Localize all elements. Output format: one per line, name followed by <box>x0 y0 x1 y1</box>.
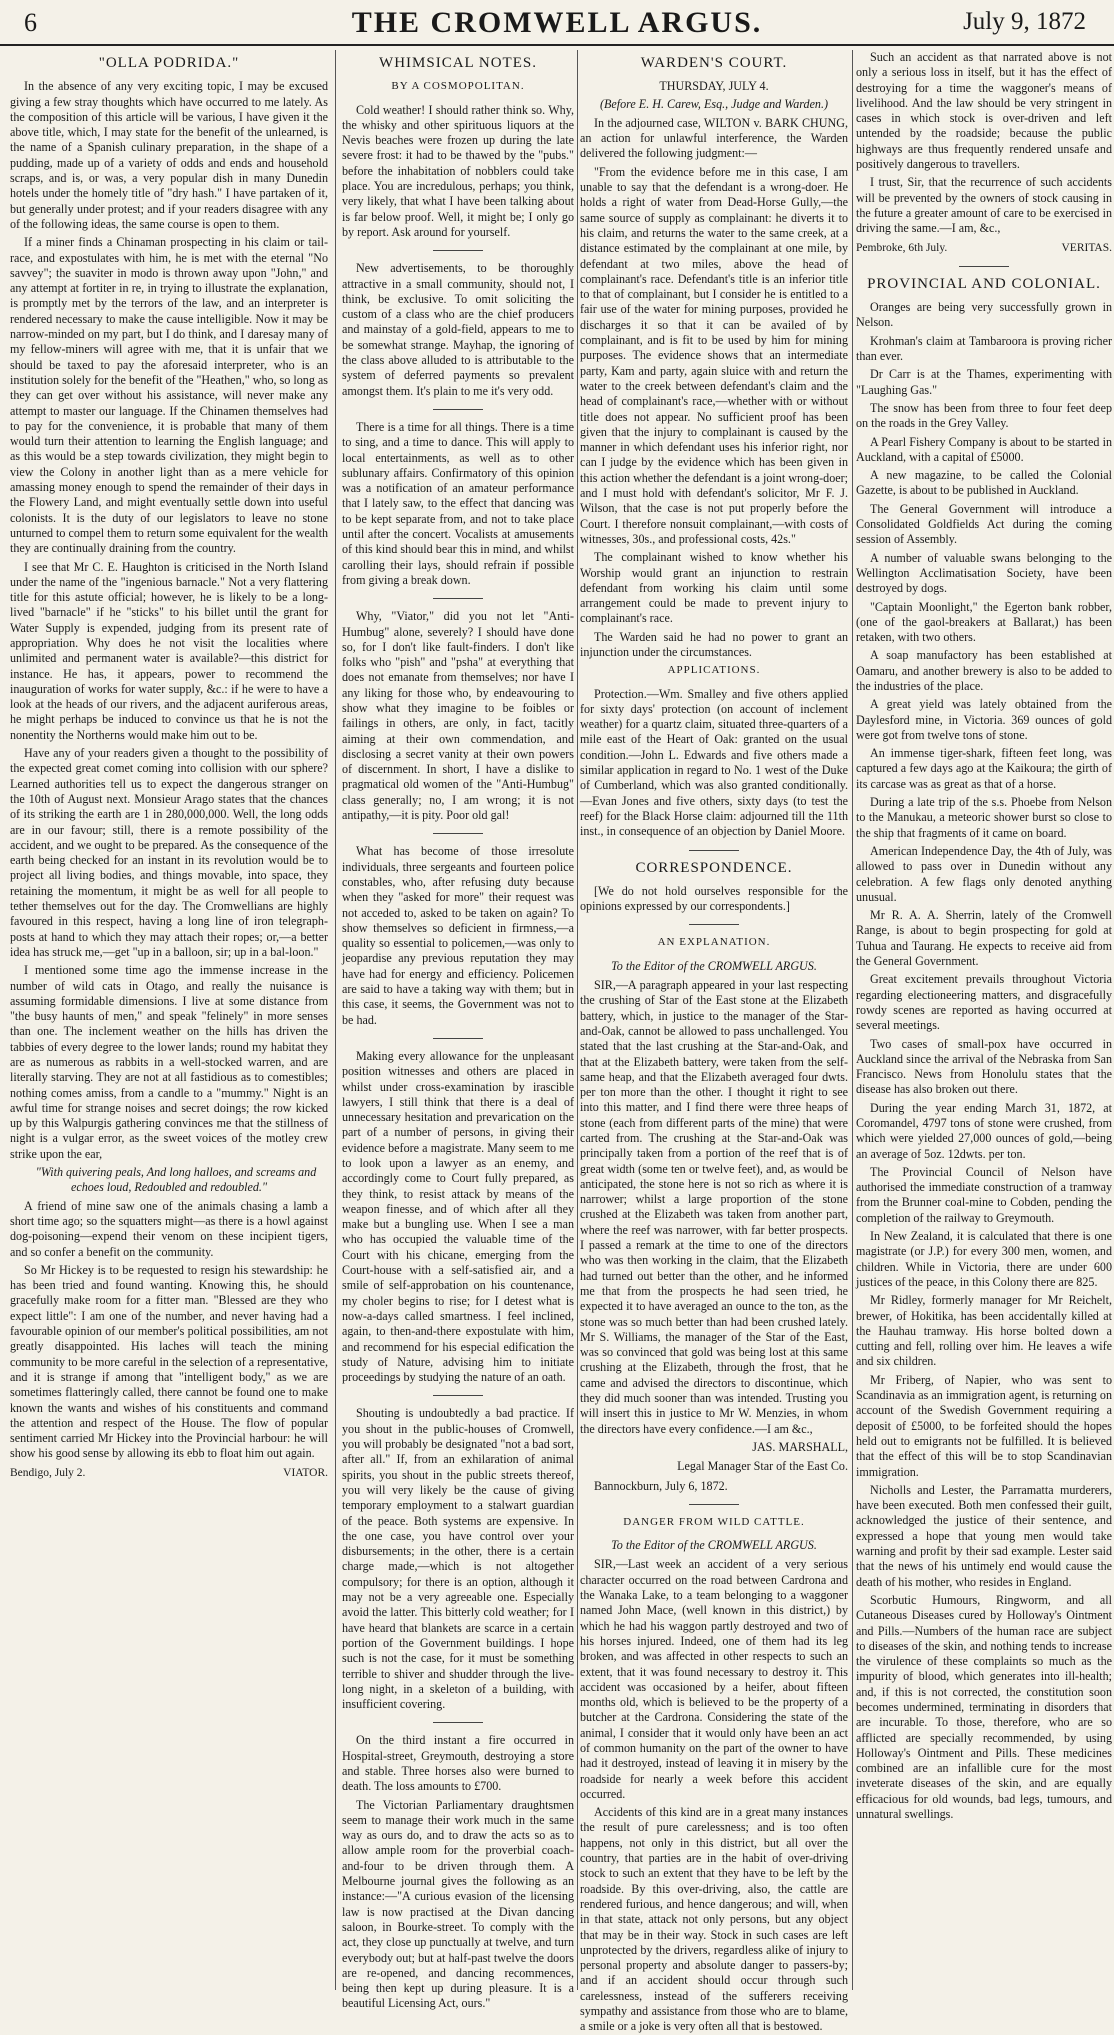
paragraph: A friend of mine saw one of the animals chasing a lamb a short time ago; so the squatters might—as there is a howl against dog-poisoning—expend their venom on these incipient tigers, and so confer a benefit on the community. <box>10 1198 328 1259</box>
article-heading: "OLLA PODRIDA." <box>98 55 240 71</box>
divider <box>433 1038 483 1039</box>
page-number: 6 <box>24 8 37 37</box>
byline: BY A COSMOPOLITAN. <box>391 80 525 93</box>
paragraph: Cold weather! I should rather think so. Why, the whisky and other spirituous liquors at the Nevis beaches were frozen up during the late severe frost: it had to be thawed by the "pubs." before the inhabitation of nobblers could take place. You are incredulous, perhaps; you think, very likely, that what I have been talking about is far below proof. Well, it might be; I only go by report. Ask around for yourself. <box>342 102 574 239</box>
signature: VIATOR. <box>283 1466 328 1479</box>
news-item: During the year ending March 31, 1872, at Coromandel, 4797 tons of stone were crushed, from which were yielded 27,000 ounces of gold,—being an average of 5oz. 12dwts. per ton. <box>856 1100 1112 1161</box>
paragraph: So Mr Hickey is to be requested to resign his stewardship: he has been tried and found wanting. Knowing this, he should gracefully make room for a fitter man. "Blessed are they who expect little": I am one of the number, and never having had a favourable opinion of our member's political possibilities, am not greatly disappointed. His laches will teach the mining community to be more careful in the selection of a representative, and it is strange if among that "intelligent body," as we are sometimes flatteringly called, there cannot be found one to make known the wants and wishes of his constituents and command the attention and respect of the House. The flow of popular sentiment carried Mr Hickey into the Provincial harbour: he will show his good sense by allowing its ebb to float him out again. <box>10 1262 329 1461</box>
divider <box>433 250 483 251</box>
paragraph: The Victorian Parliamentary draughtsmen seem to manage their work much in the same way as ours do, and to draw the acts so as to allow ample room for the proverbial coach-and-four to be driven through them. A Melbourne journal gives the following as an instance:—"A curious evasion of the licensing law is now practised at the Divan dancing saloon, in Bourke-street. To comply with the act, they close up punctually at twelve, and turn everybody out; but at half-past twelve the doors are re-opened, and dancing recommences, being then kept up during pleasure. It is a beautiful Licensing Act, ours." <box>342 1797 574 2011</box>
masthead <box>0 0 1114 46</box>
paragraph: I see that Mr C. E. Haughton is criticised in the North Island under the name of the "ingenious barnacle." Not a very flattering title for this astute official; however, he is likely to be a long-lived "barnacle" if he "sticks" to his billet until the grant for Water Supply is expended, judging from its present rate of appropriation. Why does he not visit the localities where unlimited and permanent water is available?—this district for instance. He has, it appears, power to recommend the inauguration of works for water supply, &c.: if he were to have a look at the heads of our rivers, and the adjacent auriferous areas, he might perhaps be induced to convince us that he is not the nonentity the Northerns would make him out to be. <box>10 559 328 742</box>
news-item: Oranges are being very successfully grown in Nelson. <box>856 300 1112 330</box>
newspaper-title: THE CROMWELL ARGUS. <box>351 6 763 39</box>
divider <box>433 409 483 410</box>
divider <box>689 1504 739 1505</box>
paragraph: On the third instant a fire occurred in Hospital-street, Greymouth, destroying a store and stable. Three horses also were burned to death. The loss amounts to £700. <box>342 1733 574 1794</box>
paragraph: In the absence of any very exciting topic, I may be excused giving a few stray thoughts which have occurred to me lately. As the composition of this article will be various, I have given it the above title, which, I may state for the benefit of the unlearned, is the name of a Spanish culinary preparation, in the shape of a pudding, made up of a variety of odds and ends and household scraps, and is, or was, a very popular dish in many Dunedin hotels under the homely title of "dry hash." I have partaken of it, but generally under protest; and if your readers disagree with any of the following ideas, the same course is open to them. <box>10 79 328 231</box>
paragraph: I trust, Sir, that the recurrence of such accidents will be prevented by the owners of stock causing in the future a greater amount of care to be exercised in driving the same.—I am, &c., <box>856 175 1112 236</box>
place-date: Bannockburn, July 6, 1872. <box>594 1478 728 1493</box>
section-subheading: APPLICATIONS. <box>667 664 761 677</box>
news-item: Mr Ridley, formerly manager for Mr Reichelt, brewer, of Hokitika, has been accidentally killed at the Hauhau tramway. His horse bolted down a cutting and fell, rolling over him. He leaves a wife and six children. <box>856 1293 1112 1369</box>
divider <box>433 598 483 599</box>
news-item: A number of valuable swans belonging to the Wellington Acclimatisation Society, have been destroyed by dogs. <box>856 550 1112 596</box>
place-date: Bendigo, July 2. <box>10 1466 86 1479</box>
paragraph: Have any of your readers given a thought to the possibility of the expected great comet coming into collision with our sphere? Learned authorities tell us to expect the dangerous stranger on the 10th of August next. Monsieur Arago states that the chances of its striking the earth are 1 in 280,000,000. Well, the long odds are in our favour; still, there is a remote possibility of the accident, and we ought to be prepared. As the consequence of the earth being checked for an instant in its revolution would be to project all living bodies, and things movable, into space, they retaining the momentum, it might be as well for all people to tether themselves out for the day. The Cromwellians are highly favoured in this respect, having a long line of iron telegraph-posts at hand to which they may attach their ropes; or,—a better idea has struck me,—get "up in a balloon, sir; up in a bal-loon." <box>10 746 328 959</box>
article-heading: PROVINCIAL AND COLONIAL. <box>867 275 1101 292</box>
news-item: Scorbutic Humours, Ringworm, and all Cutaneous Diseases cured by Holloway's Ointment and Pills.—Numbers of the human race are subject to diseases of the skin, and nothing tends to increase the virulence of these complaints so much as the impurity of blood, which generates into ill-health; and, if this is not corrected, the constitution soon becomes undermined, terminating in disorders that are incurable. To those, therefore, who are so afflicted are specially recommended, by using Holloway's Ointment and Pills. These medicines combined are an infallible cure for the most inveterate diseases of the skin, and are equally efficacious for old wounds, bad legs, tumours, and unnatural swellings. <box>856 1592 1112 1822</box>
article-footer <box>10 1466 328 1481</box>
news-item: Krohman's claim at Tambaroora is proving richer than ever. <box>856 333 1112 364</box>
paragraph: Protection.—Wm. Smalley and five others applied for sixty days' protection (on account of inclement weather) for a quartz claim, situated three-quarters of a mile east of the Heart of Oak: granted on the usual condition.—John L. Edwards and five others made a similar application in regard to No. 1 west of the Duke of Cumberland, which was also granted conditionally.—Evan Jones and five others, sixty days (to test the reef) for the Black Horse claim: adjourned till the 11th inst., in consequence of an objection by Daniel Moore. <box>580 686 848 839</box>
court-day: THURSDAY, JULY 4. <box>659 79 769 94</box>
article-heading: WHIMSICAL NOTES. <box>379 55 537 71</box>
letter-addressee: To the Editor of the CROMWELL ARGUS. <box>611 1538 817 1553</box>
divider <box>433 1395 483 1396</box>
news-item: In New Zealand, it is calculated that there is one magistrate (or J.P.) for every 300 men, women, and children. While in Victoria, there are under 600 justices of the peace, in this Colony there are 825. <box>856 1229 1112 1289</box>
divider <box>433 833 483 834</box>
paragraph: I mentioned some time ago the immense increase in the number of wild cats in Otago, and really the nuisance is assuming formidable dimensions. I live at some distance from "the busy haunts of men," and speak "felinely" in more senses than one. The inclement weather on the hills has driven the tabbies of every degree to the lower lands; round my habitat they are as numerous as rabbits in a well-stocked warren, and are literally starving. They are not at all fastidious as to comestibles; nothing comes amiss, from a candle to a "mummy." Night is an awful time for strange noises and secret doings; the row kicked up by this Walpurgis gathering convinces me that the stillness of night is a vulgar error, as the sweet voices of the motley crew strike upon the ear, <box>10 963 328 1161</box>
paragraph: The complainant wished to know whether his Worship would grant an injunction to restrain defendant from working his claim until some arrangement could be made to prevent injury to complainant's race. <box>580 550 848 626</box>
signature: JAS. MARSHALL, <box>752 1439 848 1454</box>
place-date: Pembroke, 6th July. <box>856 241 948 254</box>
letter-addressee: To the Editor of the CROMWELL ARGUS. <box>611 958 817 973</box>
news-item: Dr Carr is at the Thames, experimenting with "Laughing Gas." <box>856 367 1112 397</box>
news-item: The General Government will introduce a Consolidated Goldfields Act during the coming session of Assembly. <box>856 501 1112 547</box>
paragraph: Making every allowance for the unpleasant position witnesses and others are placed in whilst under cross-examination by irascible lawyers, I still think that there is a deal of unnecessary hesitation and prevarication on the part of a number of persons, in giving their evidence before a magistrate. Many seem to me to look upon a lawyer as an enemy, and accordingly come to Court fully prepared, as they think, to resist attack by means of the weapon finesse, and of which after all they make but a bungling use. When I see a man who has occupied the valuable time of the Court with his chicane, emerging from the Court-house with a self-satisfied air, and a smile of self-approbation on his countenance, my choler begins to rise; for I detest what is now-a-days called smartness. I feel inclined, again, to then-and-there expostulate with him, and recommend for his especial edification the study of Nature, advising him to initiate proceedings by studying the nature of an oath. <box>342 1048 574 1385</box>
paragraph: New advertisements, to be thoroughly attractive in a small community, should not, I think, be exclusive. To omit soliciting the custom of a class who are the chief producers and mainstay of a gold-field, appears to me to be somewhat strange. Mayhap, the ignoring of the class above alluded to is attributable to the system of deferred payments so prevalent amongst them. It's plain to me it's very odd. <box>342 261 574 398</box>
news-item: A Pearl Fishery Company is about to be started in Auckland, with a capital of £5000. <box>856 434 1112 464</box>
disclaimer: [We do not hold ourselves responsible for the opinions expressed by our correspondents.] <box>580 883 848 914</box>
column-provincial <box>856 50 1112 1990</box>
column-rule <box>335 50 336 1990</box>
article-heading: CORRESPONDENCE. <box>635 859 793 876</box>
letter-footer <box>856 241 1112 256</box>
news-item: A great yield was lately obtained from the Daylesford mine, in Victoria. 369 ounces of gold were got from twelve tons of stone. <box>856 697 1112 742</box>
paragraph: The Warden said he had no power to grant an injunction under the circumstances. <box>580 629 848 659</box>
paragraph: Why, "Viator," did you not let "Anti-Humbug" alone, severely? I should have done so, for I don't like fault-finders. I don't like folks who "pish" and "psha" at everything that does not emanate from themselves; nor have I any liking for those who, by endeavouring to show what they imagine to be foibles or failings in others, are only, in fact, tacitly aiming at their own commendation, and disclosing a secret vanity at their own powers of discernment. In short, I have a dislike to pragmatical old women of the "Anti-Humbug" class generally; no, I am wrong; it is not antipathy,—it is pity. Poor old gal! <box>342 609 574 823</box>
column-olla-podrida <box>10 50 328 1990</box>
paragraph: SIR,—A paragraph appeared in your last respecting the crushing of Star of the East stone at the Elizabeth battery, which, in justice to the manager of the Star-and-Oak, cannot be allowed to pass unchallenged. You stated that the last crushing at the Star-and-Oak, and that at the Elizabeth battery, were taken from the self-same heap, and that the Elizabeth averaged four dwts. per ton more than the other. I thought it right to see into this matter, and I find there were three heaps of stone (each from different parts of the mine) that were carted from. The crushing at the Star-and-Oak was principally taken from a portion of the reef that is of great width (some ten or twelve feet), and, as would be anticipated, the stone here is not so rich as where it is narrower; whilst a large proportion of the stone crushed at the Elizabeth was taken from another part, where the reef was narrower, with far better prospects. I passed a remark at the time to one of the directors who was then working in the claim, that the Elizabeth had turned out better than the other, and he informed me that from the prospects he had seen tried, he expected it to have averaged an ounce to the ton, as the stone was so much better than had been crushed lately. Mr S. Williams, the manager of the Star of the East, was so convinced that gold was being lost at this same crushing at the Elizabeth, through the frost, that he came and advised the directors to discontinue, which they did much sooner than was intended. Trusting you will insert this in justice to Mr W. Menzies, in whom the directors have every confidence.—I am &c., <box>580 978 848 1436</box>
news-item: The snow has been from three to four feet deep on the roads in the Grey Valley. <box>856 400 1112 431</box>
signature: VERITAS. <box>1061 241 1112 254</box>
paragraph: There is a time for all things. There is a time to sing, and a time to dance. This will apply to local entertainments, as well as to other sublunary affairs. Confirmatory of this opinion was a notification of an amateur performance that I lately saw, to the effect that dancing was to be kept separate from, and not to take place until after the concert. Vocalists at amusements of this kind should bear this in mind, and whilst carolling their lays, should refrain if possible from giving a break down. <box>342 419 574 587</box>
divider <box>689 924 739 925</box>
news-item: Great excitement prevails throughout Victoria regarding electioneering matters, and disgracefully rowdy scenes are reported as having occurred at several meetings. <box>856 972 1112 1033</box>
news-item: Mr Friberg, of Napier, who was sent to Scandinavia as an immigration agent, is returning on account of the Swedish Government requiring a deposit of £5000, to be forfeited should the hopes held out to emigrants not be fulfilled. It is believed that the effect of this will be to stop Scandinavian immigration. <box>856 1372 1112 1479</box>
news-item: American Independence Day, the 4th of July, was allowed to pass over in Dunedin without any celebration. A few flags only denoted anything unusual. <box>856 843 1112 904</box>
news-item: The Provincial Council of Nelson have authorised the immediate construction of a tramway from the Brunner coal-mine to Cobden, pending the completion of the railway to Greymouth. <box>856 1164 1112 1225</box>
news-item: Mr R. A. A. Sherrin, lately of the Cromwell Range, is about to begin prospecting for gold at Tuhua and Taurang. He expects to receive aid from the General Government. <box>856 908 1112 969</box>
column-wardens-court <box>580 50 848 2034</box>
letter-title: AN EXPLANATION. <box>657 936 771 949</box>
news-item: During a late trip of the s.s. Phoebe from Nelson to the Manukau, a meteoric shower burst so close to the ship that fragments of it came on board. <box>856 795 1112 840</box>
paragraph: Shouting is undoubtedly a bad practice. If you shout in the public-houses of Cromwell, you will probably be designated "not a bad sort, after all." If, from an exhilaration of animal spirits, you shout in the public streets thereof, you will very likely be the cause of giving temporary employment to a stalwart guardian of the peace. Both systems are expensive. In the one case, you have control over your disbursements; in the other, there is a certain charge made,—which is not altogether compulsory; for there is an option, although it may not be a very agreeable one. Especially avoid the latter. This bitterly cold weather; for I have heard that blankets are scarce in a certain portion of the Government buildings. I hope such is not the case, for it must be something terrible to shiver and shudder through the live-long night, in a skeleton of a building, with insufficient covering. <box>342 1406 574 1712</box>
signature-title: Legal Manager Star of the East Co. <box>677 1459 848 1474</box>
paragraph: In the adjourned case, WILTON v. BARK CHUNG, an action for unlawful interference, the Warden delivered the following judgment:— <box>580 115 848 161</box>
paragraph: If a miner finds a Chinaman prospecting in his claim or tail-race, and expostulates with him, he is met with the eternal "No savvey"; the suaviter in modo is thrown away upon "John," and any attempt at fortiter in re, in trying to illustrate the explanation, is promptly met by the terrors of the law, and an interpreter is rendered necessary to make the cause intelligible. Now it may be narrow-minded on my part, but I do think, and I daresay many of my fellow-miners will agree with me, that it is unfair that we should be taxed to pay the aforesaid interpreter, who is an institution solely for the benefit of the "Heathen," who, so long as they can get over without his assistance, will never make any attempt to master our language. If the Chinamen themselves had to pay for the convenience, it is probable that many of them would turn their attention to learning the English language; and as this would be a step towards civilization, they might begin to view the Colony in another light than as a mere vehicle for amassing money enough to spend the remainder of their days in the Flowery Land, and might eventually settle down into useful colonists. It is the duty of our legislators to leave no stone unturned to compel them to return some equivalent for the wealth they are continually draining from the country. <box>10 235 328 556</box>
paragraph: Accidents of this kind are in a great many instances the result of pure carelessness; and is too often happens, not only in this district, but all over the country, that parties are in the habit of over-driving stock to such an extent that they have to be left by the roadside. By this over-driving, also, the cattle are rendered furious, and hence dangerous; and will, when in that state, attack not only persons, but any object that may be in their way. Stock in such cases are left unprotected by the drivers, regardless alike of injury to personal property and absolute danger to passers-by; and if an accident should occur through such carelessness, instead of the sufferers receiving sympathy and assistance from those who are to blame, a smile or a joke is very often all that is bestowed. <box>580 1805 848 2034</box>
court-bench: (Before E. H. Carew, Esq., Judge and Warden.) <box>599 96 829 111</box>
column-whimsical-notes <box>342 50 574 2011</box>
news-items-list <box>856 300 1112 1822</box>
paragraph: What has become of those irresolute individuals, three sergeants and fourteen police constables, who, after refusing duty because when they "asked for more" their request was not acceded to, asked to be taken on again? To show themselves so deficient in firmness,—a quality so essential to policemen,—was only to jeopardise any previous reputation they may have had for energy and efficiency. Policemen are said to have a taking way with them; but in this case, it seems, the Government was not to be had. <box>342 844 574 1027</box>
issue-date: July 9, 1872 <box>963 8 1086 35</box>
news-item: A new magazine, to be called the Colonial Gazette, is about to be published in Auckland. <box>856 468 1112 498</box>
news-item: An immense tiger-shark, fifteen feet long, was captured a few days ago at the Kaikoura; the girth of its carcase was as great as that of a horse. <box>856 746 1112 791</box>
divider <box>959 266 1009 267</box>
news-item: Two cases of small-pox have occurred in Auckland since the arrival of the Nebraska from San Francisco. News from Honolulu states that the disease has also broken out there. <box>856 1036 1112 1097</box>
paragraph: SIR,—Last week an accident of a very serious character occurred on the road between Cardrona and the Wanaka Lake, to a team belonging to a waggoner named John Mace, (well known in this district,) by which he had his waggon partly destroyed and two of his horses injured. Indeed, one of them had its leg broken, and was affected in other respects to such an extent, that it was found necessary to destroy it. This accident was occasioned by a heifer, about fifteen months old, which is believed to be the property of a butcher at the Cardrona. Considering the state of the animal, I consider that it would only have been an act of common humanity on the part of the owner to have had it destroyed, instead of leaving it in misery by the roadside for nearly a week before this accident occurred. <box>580 1557 848 1801</box>
column-rule <box>852 50 853 1990</box>
paragraph: Such an accident as that narrated above is not only a serious loss in itself, but it has the effect of destroying for a time the waggoner's means of livelihood. And the law should be very stringent in cases in which stock is over-driven and left untended by the roadside; because the public highways are thus frequently rendered unsafe and positively dangerous to travellers. <box>856 50 1112 172</box>
news-item: Nicholls and Lester, the Parramatta murderers, have been executed. Both men confessed their guilt, acknowledged the justice of their sentence, and expressed a hope that young men would take warning and profit by their sad example. Lester said that the news of his untimely end would cause the death of his mother, who resides in England. <box>856 1482 1112 1589</box>
verse-quote: "With quivering peals, And long halloes, and screams and echoes loud, Redoubled and redoubled." <box>35 1165 317 1195</box>
paragraph: "From the evidence before me in this case, I am unable to say that the defendant is a wrong-doer. He holds a right of water from Dead-Horse Gully,—the same source of supply as complainant: he diverts it to his claim, and returns the water to the same creek, at a distance estimated by the complainant at one mile, by defendant at two miles, above the head of complainant's race. Defendant's title is an inferior title to that of complainant, but I consider he is entitled to a fair use of the water for mining purposes, provided he discharges it so that it can be availed of by complainant, and is fit to be used by him for mining purposes. The evidence shows that an intermediate party, Kam and party, again sluice with and return the water to the creek between defendant's claim and the head of complainant's race,—whether with or without title does not appear. No sufficient proof has been given that the injury to complainant is caused by the manner in which defendant uses his inferior right, nor can I judge by the evidence which has been given in this action whether the defendant is a joint wrong-doer; and I must hold with defendant's solicitor, Mr F. J. Wilson, that the case is not put properly before the Court. I therefore nonsuit complainant,—with costs of witnesses, 30s., and professional costs, 42s." <box>580 164 848 546</box>
divider <box>689 850 739 851</box>
article-heading: WARDEN'S COURT. <box>640 55 788 71</box>
letter-title: DANGER FROM WILD CATTLE. <box>623 1515 805 1528</box>
news-item: A soap manufactory has been established at Oamaru, and another brewery is also to be added to the industries of the place. <box>856 648 1112 693</box>
column-rule <box>577 50 578 1990</box>
news-item: "Captain Moonlight," the Egerton bank robber, (one of the gaol-breakers at Ballarat,) has been retaken, with two others. <box>856 599 1112 645</box>
divider <box>433 1722 483 1723</box>
